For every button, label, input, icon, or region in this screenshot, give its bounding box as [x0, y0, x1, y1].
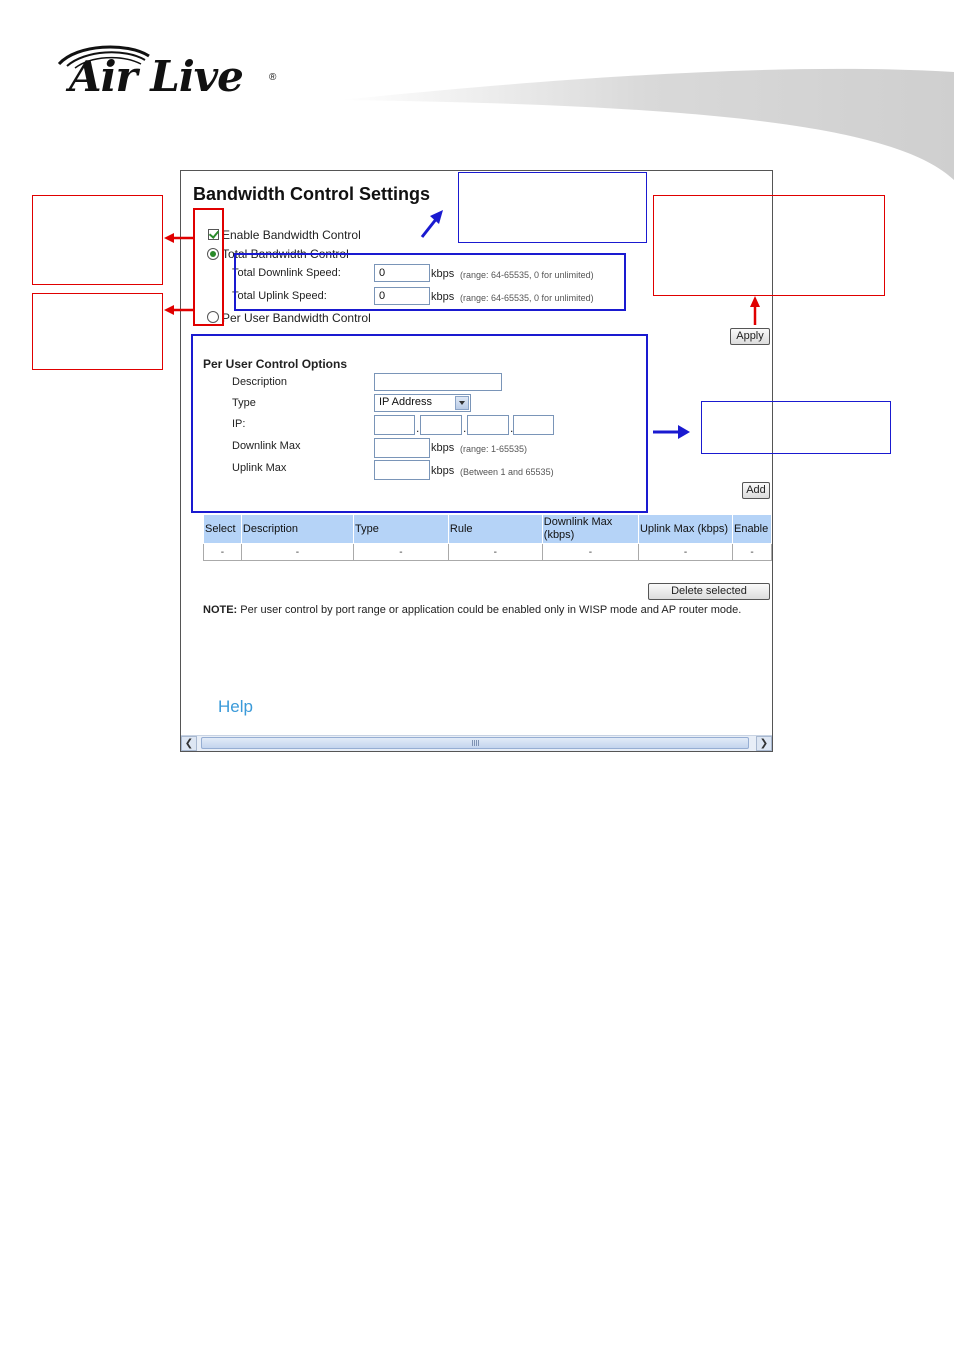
downlink-max-range: (range: 1-65535) [460, 444, 528, 454]
scroll-left-icon[interactable]: ❮ [181, 736, 197, 751]
per-user-bandwidth-label: Per User Bandwidth Control [222, 311, 371, 325]
table-cell: - [448, 544, 542, 561]
uplink-max-unit: kbps [431, 465, 455, 477]
add-button[interactable]: Add [742, 482, 770, 499]
table-header: Downlink Max (kbps) [542, 515, 638, 544]
note-body: Per user control by port range or application could be enabled only in WISP mode and AP router mode. [237, 604, 742, 616]
enable-bandwidth-label: Enable Bandwidth Control [222, 228, 361, 242]
registered-mark: ® [269, 72, 277, 83]
uplink-max-label: Uplink Max [232, 462, 287, 474]
blue-arrowhead-icon [678, 425, 690, 439]
type-select-value: IP Address [379, 396, 432, 408]
table-cell: - [241, 544, 353, 561]
red-arrowhead-icon [164, 233, 174, 243]
table-header: Type [354, 515, 449, 544]
logo-text: Air Live [69, 52, 243, 101]
ip-dot: . [463, 421, 467, 435]
delete-selected-button[interactable]: Delete selected [648, 583, 770, 600]
table-cell: - [732, 544, 771, 561]
red-arrowhead-icon [164, 305, 174, 315]
downlink-max-label: Downlink Max [232, 440, 301, 452]
total-uplink-label: Total Uplink Speed: [232, 290, 327, 302]
table-header: Enable [732, 515, 771, 544]
table-header: Description [241, 515, 353, 544]
ip-dot: . [416, 421, 420, 435]
table-cell: - [204, 544, 242, 561]
apply-button[interactable]: Apply [730, 328, 770, 345]
help-link[interactable]: Help [218, 697, 253, 716]
type-label: Type [232, 397, 256, 409]
per-user-heading: Per User Control Options [203, 357, 348, 371]
page-title: Bandwidth Control Settings [193, 184, 430, 204]
total-uplink-unit: kbps [431, 291, 455, 303]
total-bandwidth-label: Total Bandwidth Control [222, 247, 349, 261]
table-header: Select [204, 515, 242, 544]
table-cell: - [542, 544, 638, 561]
total-downlink-label: Total Downlink Speed: [232, 267, 341, 279]
table-cell: - [638, 544, 732, 561]
total-downlink-unit: kbps [431, 268, 455, 280]
ip-label: IP: [232, 418, 246, 430]
blue-arrowhead-icon [430, 210, 443, 224]
total-uplink-range: (range: 64-65535, 0 for unlimited) [460, 293, 594, 303]
downlink-max-unit: kbps [431, 442, 455, 454]
red-arrowhead-icon [750, 296, 760, 307]
table-cell: - [354, 544, 449, 561]
table-header: Uplink Max (kbps) [638, 515, 732, 544]
note-label: NOTE: [203, 604, 238, 616]
blue-arrow-up-icon [422, 218, 437, 237]
total-downlink-range: (range: 64-65535, 0 for unlimited) [460, 270, 594, 280]
description-label: Description [232, 376, 288, 388]
table-header: Rule [448, 515, 542, 544]
scroll-right-icon[interactable]: ❯ [756, 736, 772, 751]
ip-dot: . [510, 421, 514, 435]
uplink-max-range: (Between 1 and 65535) [460, 467, 554, 477]
